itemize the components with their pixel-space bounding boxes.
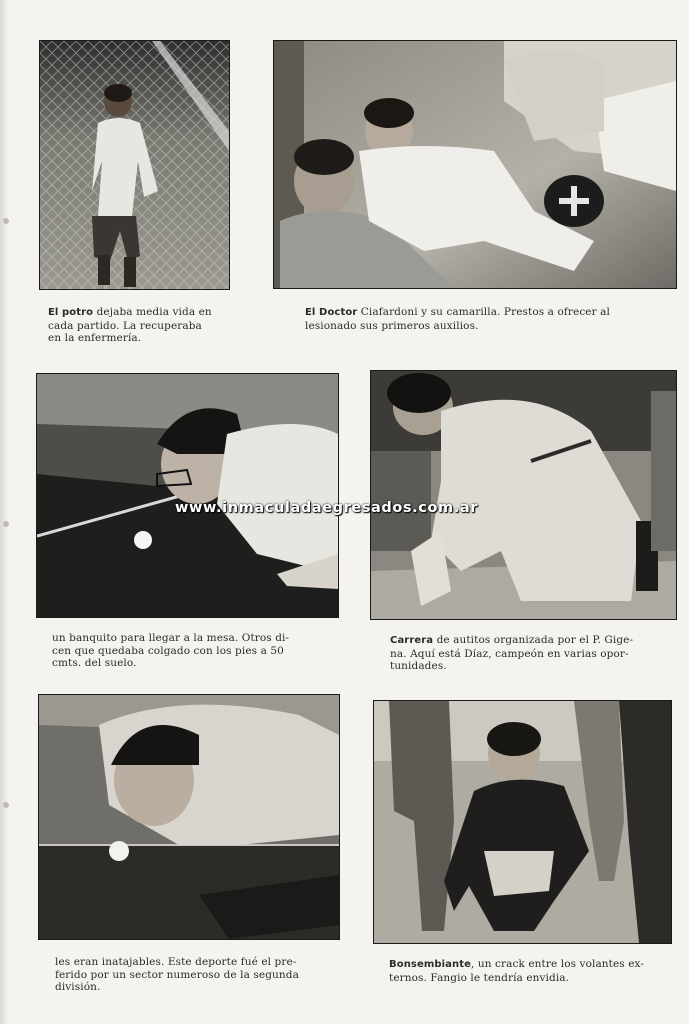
caption-text: un banquito para llegar a la mesa. Otros di- [52, 632, 290, 644]
caption-text: tunidades. [390, 660, 447, 672]
caption-lead: Bonsembiante [389, 959, 471, 970]
watermark-url: www.inmaculadaegresados.com.ar [175, 500, 478, 516]
caption-text: división. [55, 981, 101, 993]
photo-marbles [373, 700, 672, 944]
photo-toy-car-race [370, 370, 677, 620]
page-edge [0, 0, 8, 1024]
caption-text: Ciafardoni y su camarilla. Prestos a ofrecer al [357, 306, 610, 318]
caption-toy-car-race [390, 634, 680, 673]
caption-text: cmts. del suelo. [52, 657, 137, 669]
caption-text: na. Aquí está Díaz, campeón en varias opor- [390, 647, 629, 660]
caption-text: ternos. Fangio le tendría envidia. [389, 971, 570, 984]
caption-text: , un crack entre los volantes ex- [470, 958, 645, 970]
caption-lead: El Doctor [305, 307, 358, 318]
caption-goalkeeper [48, 306, 238, 345]
binder-hole [3, 802, 9, 808]
caption-lead: Carrera [390, 635, 434, 646]
caption-doctor [305, 306, 665, 332]
caption-text: dejaba media vida en [93, 306, 212, 318]
caption-ping-pong-1 [52, 632, 352, 670]
binder-hole [3, 521, 9, 527]
caption-marbles [389, 958, 679, 984]
caption-text: en la enfermería. [48, 332, 142, 344]
caption-ping-pong-2 [55, 956, 355, 994]
photo-ping-pong-1 [36, 373, 339, 618]
photo-goalkeeper [39, 40, 230, 290]
caption-text: cada partido. La recuperaba [48, 319, 202, 332]
photo-ping-pong-2 [38, 694, 340, 940]
caption-text: de autitos organizada por el P. Gige- [433, 634, 634, 646]
caption-text: lesionado sus primeros auxilios. [305, 319, 479, 332]
caption-text: ferido por un sector numeroso de la segunda [55, 968, 299, 981]
caption-text: les eran inatajables. Este deporte fué el pre- [55, 956, 297, 968]
photo-doctor [273, 40, 677, 289]
binder-hole [3, 218, 9, 224]
caption-text: cen que quedaba colgado con los pies a 50 [52, 644, 284, 657]
caption-lead: El potro [48, 307, 94, 318]
